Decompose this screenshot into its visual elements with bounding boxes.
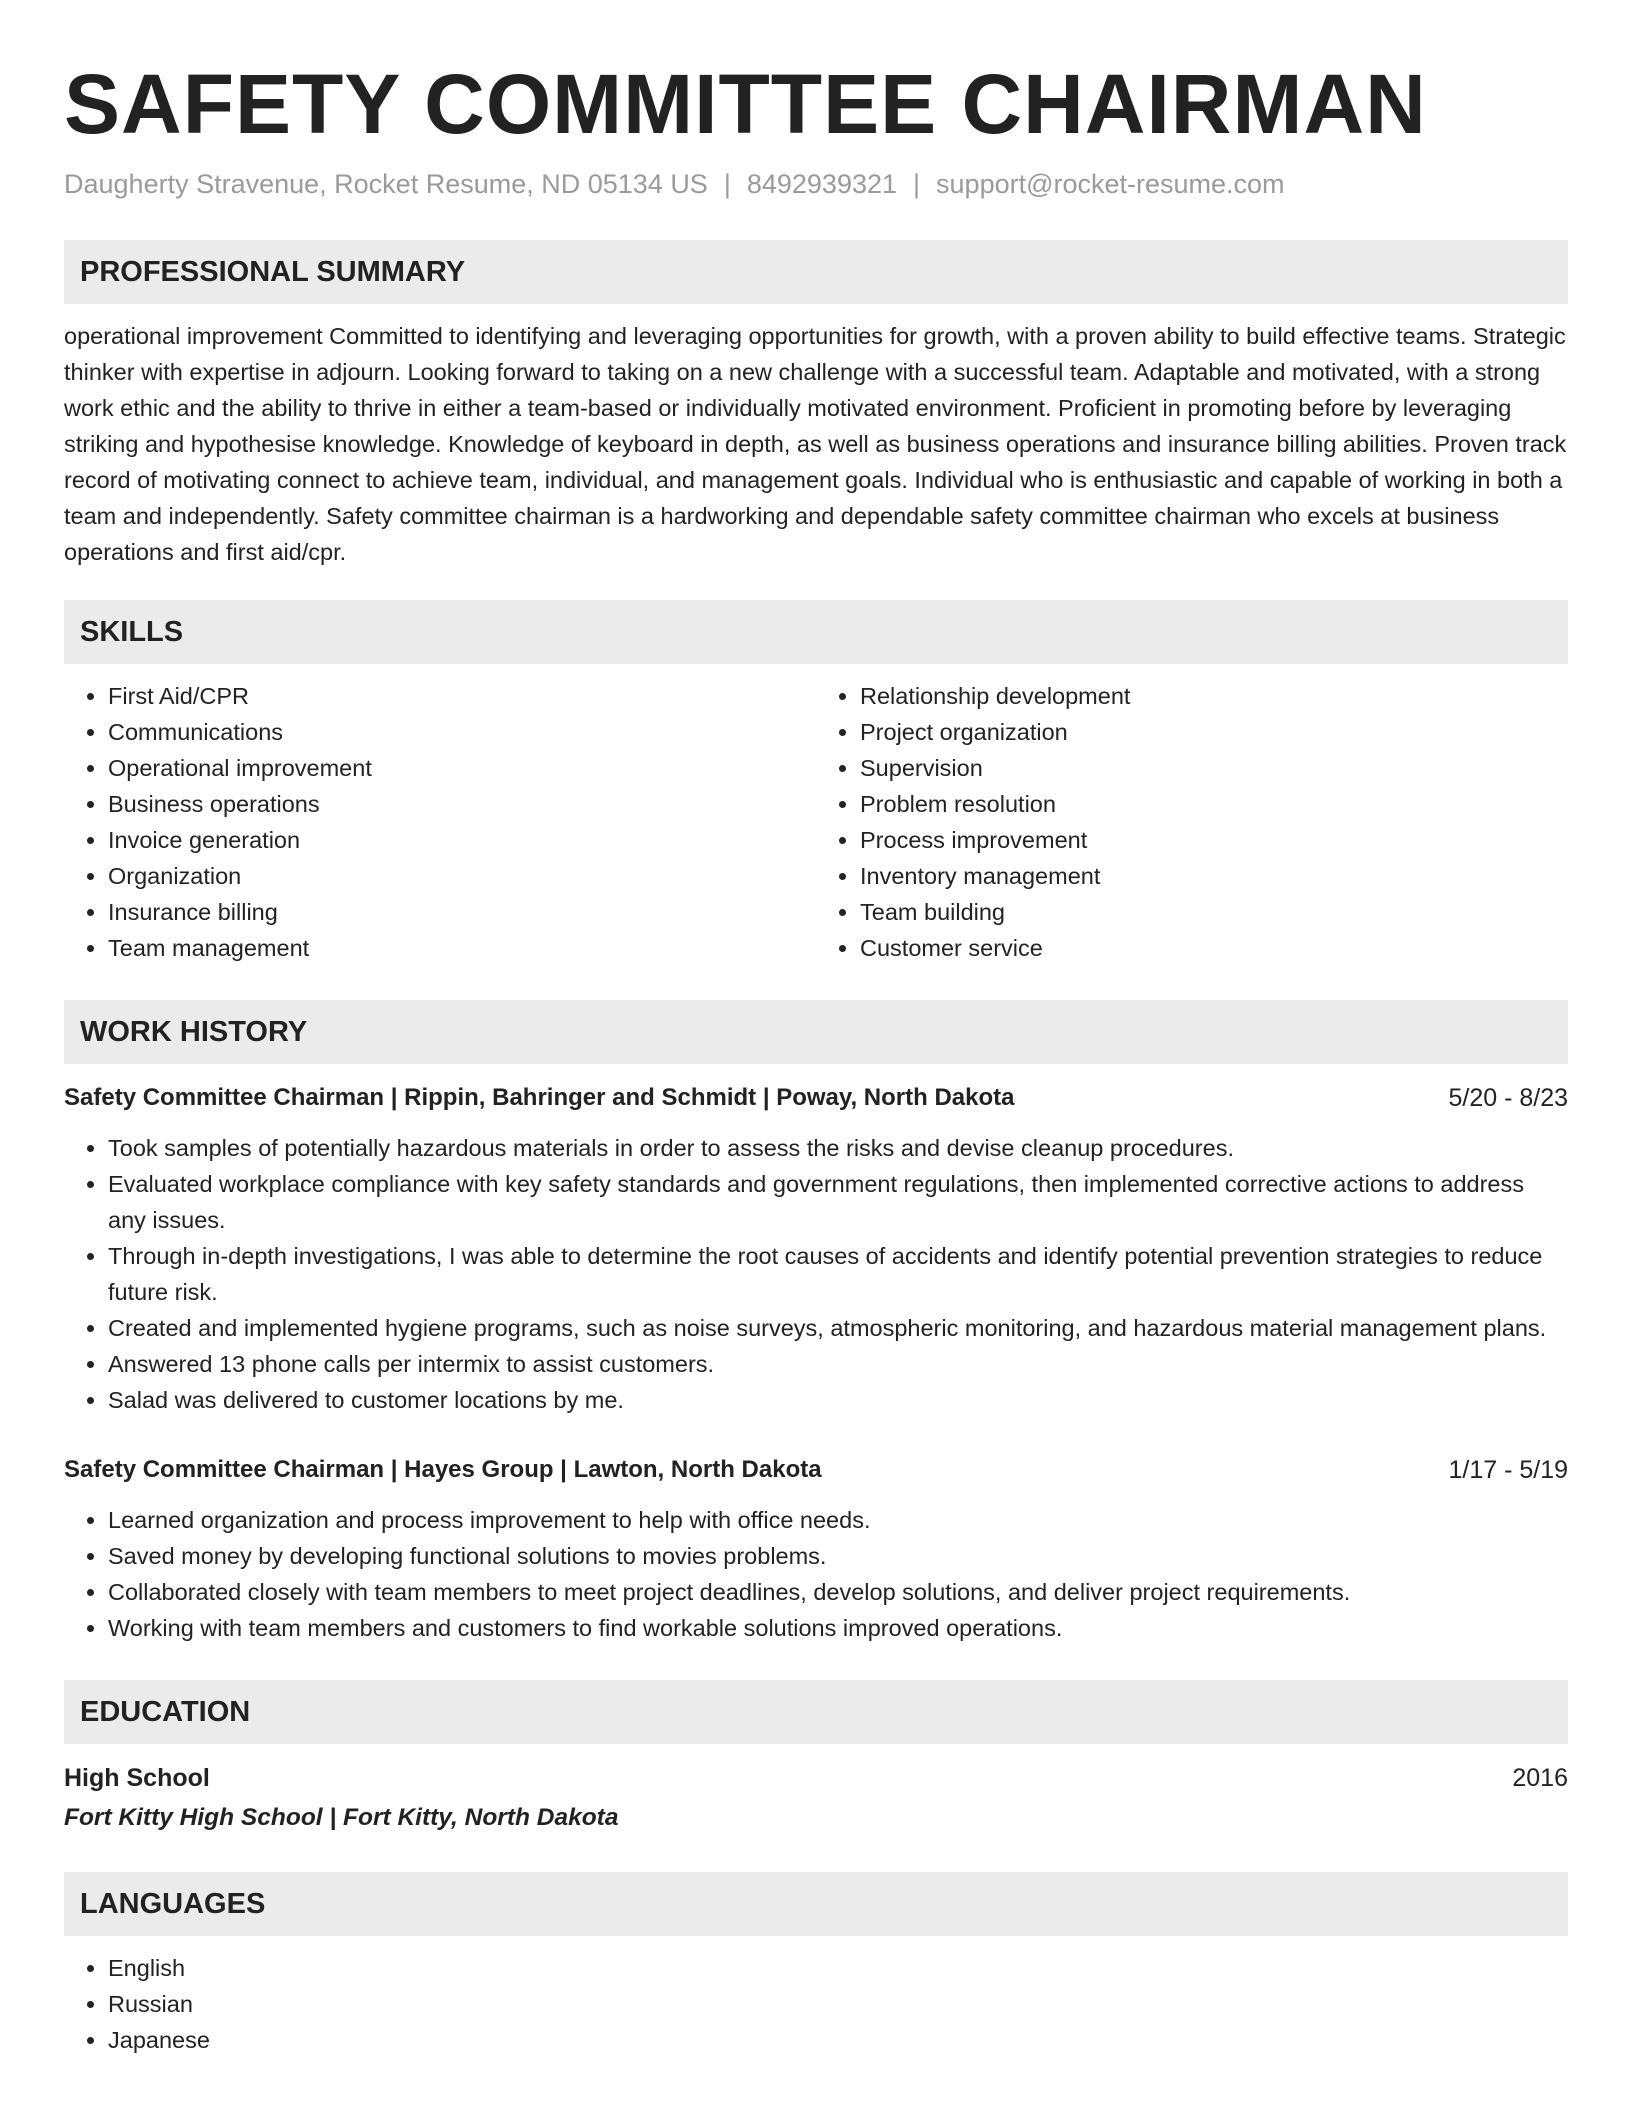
skills-list-left (64, 678, 816, 966)
job-bullet: • Answered 13 phone calls per intermix to assist customers. (108, 1346, 1568, 1382)
job-bullet: • Created and implemented hygiene programs, such as noise surveys, atmospheric monitoring, and hazardous material management plans. (108, 1310, 1568, 1346)
education-year: 2016 (1512, 1764, 1568, 1792)
skill-item: • Team management (108, 930, 816, 966)
contact-address: Daugherty Stravenue, Rocket Resume, ND 05134 US (64, 169, 708, 199)
job-bullet: • Collaborated closely with team members to meet project deadlines, develop solutions, and deliver project requirements. (108, 1574, 1568, 1610)
skill-item: • Team building (860, 894, 1568, 930)
skill-item: • Customer service (860, 930, 1568, 966)
contact-separator: | (913, 169, 921, 199)
job-entry (64, 1080, 1568, 1418)
skill-item: • Process improvement (860, 822, 1568, 858)
skill-item: • Inventory management (860, 858, 1568, 894)
languages-section-header: LANGUAGES (64, 1872, 1568, 1936)
skill-item: • Project organization (860, 714, 1568, 750)
education-entry (64, 1760, 1568, 1836)
job-bullet: • Learned organization and process improvement to help with office needs. (108, 1502, 1568, 1538)
education-school: Fort Kitty High School | Fort Kitty, North Dakota (64, 1804, 619, 1831)
job-bullet: • Salad was delivered to customer locations by me. (108, 1382, 1568, 1418)
job-entry (64, 1452, 1568, 1646)
education-section-header: EDUCATION (64, 1680, 1568, 1744)
skill-item: • Supervision (860, 750, 1568, 786)
languages-list (64, 1950, 1568, 2058)
skill-item: • First Aid/CPR (108, 678, 816, 714)
job-dates: 1/17 - 5/19 (1448, 1456, 1568, 1484)
skill-item: • Organization (108, 858, 816, 894)
skills-list-right (816, 678, 1568, 966)
skill-item: • Problem resolution (860, 786, 1568, 822)
skill-item: • Insurance billing (108, 894, 816, 930)
job-heading-row (64, 1080, 1568, 1116)
skills-section-header: SKILLS (64, 600, 1568, 664)
education-degree: High School (64, 1764, 210, 1792)
contact-line (64, 168, 1568, 200)
job-bullet: • Saved money by developing functional solutions to movies problems. (108, 1538, 1568, 1574)
language-item: • English (108, 1950, 1568, 1986)
job-bullet: • Working with team members and customers to find workable solutions improved operations. (108, 1610, 1568, 1646)
skills-grid (64, 678, 1568, 966)
job-bullet: • Took samples of potentially hazardous materials in order to assess the risks and devise cleanup procedures. (108, 1130, 1568, 1166)
job-bullet-list (64, 1502, 1568, 1646)
summary-section-header: PROFESSIONAL SUMMARY (64, 240, 1568, 304)
work-section-header: WORK HISTORY (64, 1000, 1568, 1064)
contact-email: support@rocket-resume.com (936, 169, 1285, 199)
job-title: Safety Committee Chairman | Hayes Group | Lawton, North Dakota (64, 1456, 822, 1483)
language-item: • Russian (108, 1986, 1568, 2022)
skill-item: • Communications (108, 714, 816, 750)
job-bullet: • Through in-depth investigations, I was able to determine the root causes of accidents and identify potential prevention strategies to reduce future risk. (108, 1238, 1568, 1310)
contact-separator: | (723, 169, 731, 199)
job-dates: 5/20 - 8/23 (1448, 1084, 1568, 1112)
contact-phone: 8492939321 (746, 169, 898, 199)
education-heading-row (64, 1760, 1568, 1796)
language-item: • Japanese (108, 2022, 1568, 2058)
skill-item: • Invoice generation (108, 822, 816, 858)
skill-item: • Business operations (108, 786, 816, 822)
skill-item: • Relationship development (860, 678, 1568, 714)
skill-item: • Operational improvement (108, 750, 816, 786)
job-bullet: • Evaluated workplace compliance with key safety standards and government regulations, then implemented corrective actions to address any issues. (108, 1166, 1568, 1238)
summary-text: operational improvement Committed to identifying and leveraging opportunities for growth, with a proven ability to build effective teams. Strategic thinker with expertise in adjourn. Looking forward to taking on a new challenge with a successful team. Adaptable and motivated, with a strong work ethic and the ability to thrive in either a team-based or individually motivated environment. Proficient in promoting before by leveraging striking and hypothesise knowledge. Knowledge of keyboard in depth, as well as business operations and insurance billing abilities. Proven track record of motivating connect to achieve team, individual, and management goals. Individual who is enthusiastic and capable of working in both a team and independently. Safety committee chairman is a hardworking and dependable safety committee chairman who excels at business operations and first aid/cpr. (64, 323, 1567, 565)
job-heading-row (64, 1452, 1568, 1488)
candidate-name: SAFETY COMMITTEE CHAIRMAN (64, 57, 1427, 151)
job-title: Safety Committee Chairman | Rippin, Bahringer and Schmidt | Poway, North Dakota (64, 1084, 1015, 1111)
job-bullet-list (64, 1130, 1568, 1418)
